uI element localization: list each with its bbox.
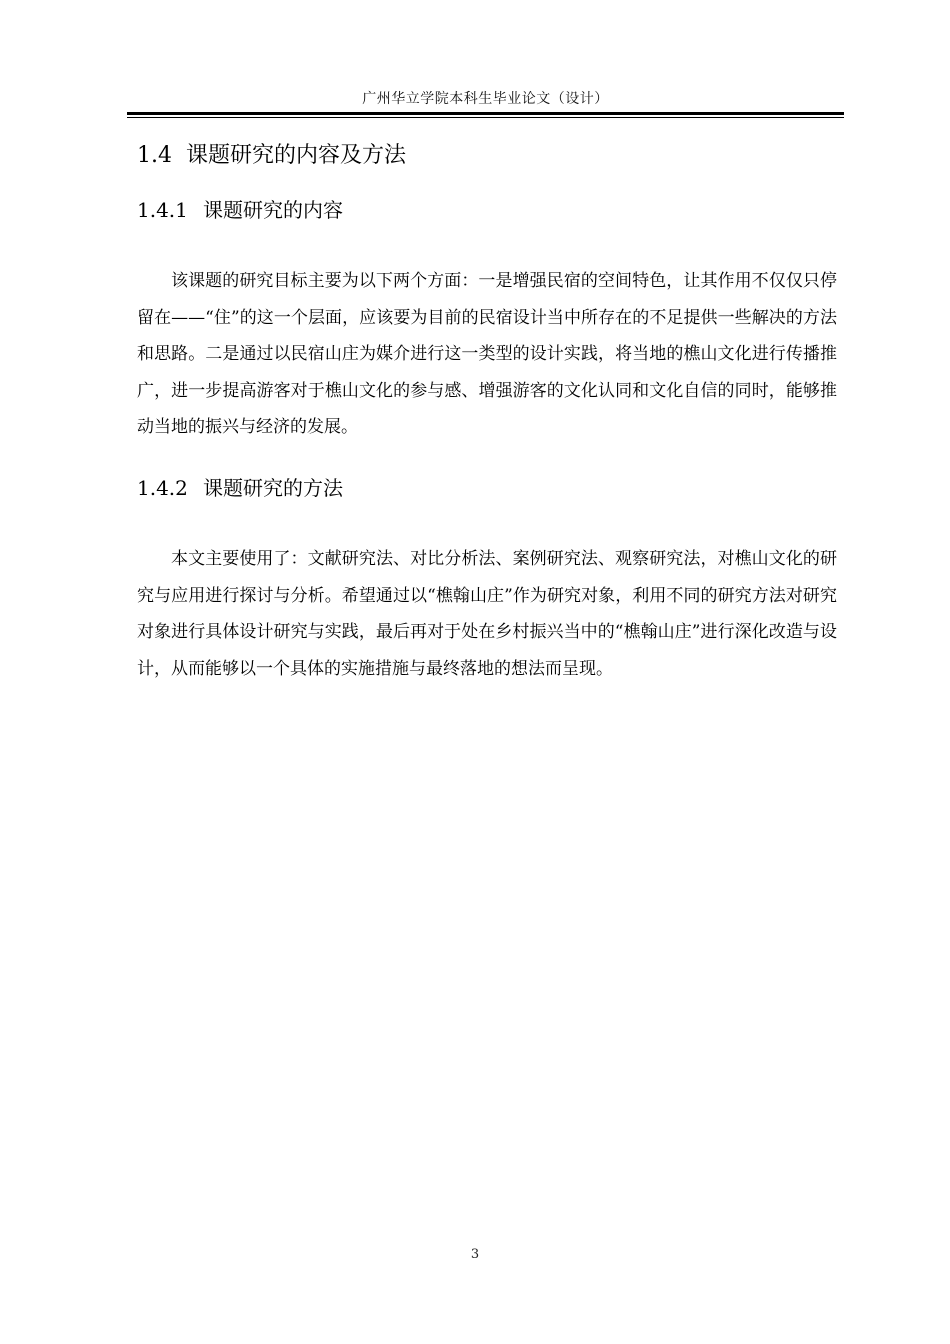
- subsection-title: 课题研究的方法: [203, 476, 343, 500]
- subsection-heading-method: [137, 472, 343, 501]
- subsection-heading-content: [137, 194, 343, 223]
- header-rule-thin: [127, 117, 844, 118]
- page-header: 广州华立学院本科生毕业论文（设计）: [362, 91, 609, 107]
- header-rule-thick: [127, 112, 844, 115]
- paragraph-research-content: 该课题的研究目标主要为以下两个方面：一是增强民宿的空间特色，让其作用不仅仅只停留在——“住”的这一个层面，应该要为目前的民宿设计当中所存在的不足提供一些解决的方法和思路。二是通过以民宿山庄为媒介进行这一类型的设计实践，将当地的樵山文化进行传播推广，进一步提高游客对于樵山文化的参与感、增强游客的文化认同和文化自信的同时，能够推动当地的振兴与经济的发展。: [137, 271, 837, 437]
- paragraph-research-method: 本文主要使用了：文献研究法、对比分析法、案例研究法、观察研究法，对樵山文化的研究与应用进行探讨与分析。希望通过以“樵翰山庄”作为研究对象，利用不同的研究方法对研究对象进行具体设计研究与实践，最后再对于处在乡村振兴当中的“樵翰山庄”进行深化改造与设计，从而能够以一个具体的实施措施与最终落地的想法而呈现。: [137, 549, 837, 679]
- subsection-number: 1.4.2: [137, 476, 188, 500]
- subsection-title: 课题研究的内容: [203, 198, 343, 222]
- section-number: 1.4: [137, 143, 172, 168]
- section-title: 课题研究的内容及方法: [186, 143, 407, 168]
- section-heading: [137, 138, 406, 169]
- page-number: 3: [470, 1247, 480, 1262]
- subsection-number: 1.4.1: [137, 198, 188, 222]
